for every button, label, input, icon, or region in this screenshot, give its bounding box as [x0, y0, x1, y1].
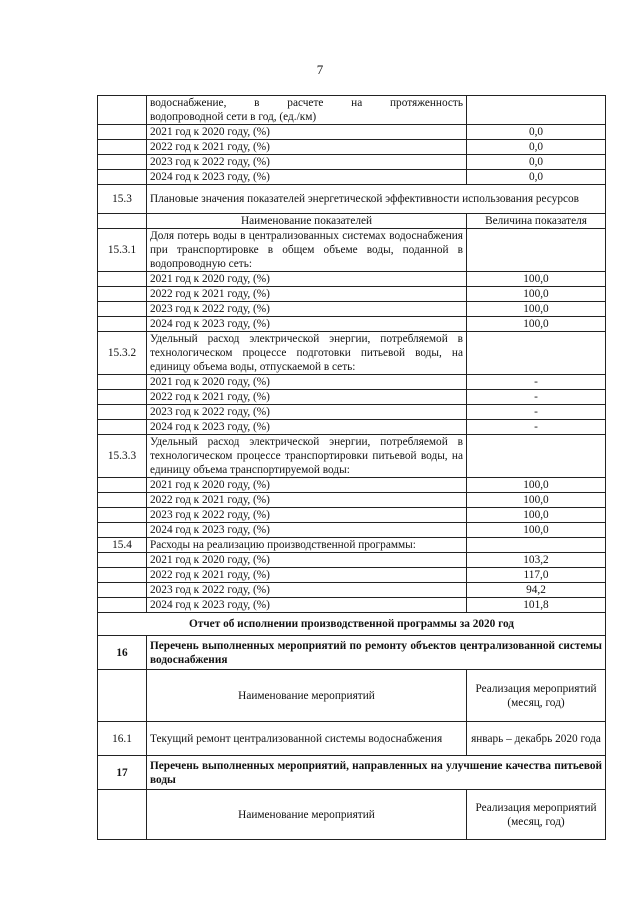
- year-label: 2023 год к 2022 году, (%): [147, 508, 467, 523]
- indicator-value: 0,0: [467, 125, 606, 140]
- year-label: 2023 год к 2022 году, (%): [147, 302, 467, 317]
- table-row: [98, 553, 606, 568]
- table-row: [98, 493, 606, 508]
- indicator-value: 100,0: [467, 523, 606, 538]
- year-label: 2021 год к 2020 году, (%): [147, 553, 467, 568]
- column-header-name: Наименование показателей: [147, 214, 467, 229]
- indicator-value: 100,0: [467, 478, 606, 493]
- indicator-value: 100,0: [467, 302, 606, 317]
- indicator-value: -: [467, 405, 606, 420]
- year-label: 2024 год к 2023 году, (%): [147, 598, 467, 613]
- year-label: 2023 год к 2022 году, (%): [147, 155, 467, 170]
- table-row: [98, 390, 606, 405]
- indicator-value: -: [467, 420, 606, 435]
- indicator-value: 94,2: [467, 583, 606, 598]
- section-number: 15.4: [98, 538, 147, 553]
- indicator-text: Удельный расход электрической энергии, потребляемой в технологическом процессе транспортировки питьевой воды, на единицу объема транспортируемой воды:: [147, 435, 467, 478]
- table-row: [98, 287, 606, 302]
- table-row: [98, 756, 606, 790]
- year-label: 2023 год к 2022 году, (%): [147, 583, 467, 598]
- year-label: 2022 год к 2021 году, (%): [147, 287, 467, 302]
- table-row: [98, 636, 606, 670]
- section-title: Перечень выполненных мероприятий, направленных на улучшение качества питьевой воды: [147, 756, 606, 790]
- section-title: Плановые значения показателей энергетической эффективности использования ресурсов: [147, 185, 606, 214]
- indicator-value: 103,2: [467, 553, 606, 568]
- table-row: [98, 332, 606, 375]
- table-row: [98, 722, 606, 756]
- table-row: [98, 420, 606, 435]
- table-row: [98, 302, 606, 317]
- table-row: [98, 272, 606, 287]
- table-row: [98, 523, 606, 538]
- table-row: [98, 598, 606, 613]
- indicator-value: 100,0: [467, 287, 606, 302]
- column-header-name: Наименование мероприятий: [147, 670, 467, 722]
- year-label: 2024 год к 2023 году, (%): [147, 317, 467, 332]
- page-number: 7: [316, 62, 324, 77]
- report-heading: Отчет об исполнении производственной программы за 2020 год: [98, 613, 606, 636]
- year-label: 2021 год к 2020 году, (%): [147, 478, 467, 493]
- year-label: 2021 год к 2020 году, (%): [147, 272, 467, 287]
- column-header-value: Реализация мероприятий (месяц, год): [467, 790, 606, 840]
- indicator-text: Удельный расход электрической энергии, потребляемой в технологическом процессе подготовки питьевой воды, на единицу объема воды, отпускаемой в сеть:: [147, 332, 467, 375]
- table-row: [98, 583, 606, 598]
- indicator-value: -: [467, 375, 606, 390]
- column-header-value: Величина показателя: [467, 214, 606, 229]
- table-row: [98, 613, 606, 636]
- indicator-value: 101,8: [467, 598, 606, 613]
- indicator-value: 100,0: [467, 493, 606, 508]
- section-number: 16.1: [98, 722, 147, 756]
- column-header-value: Реализация мероприятий (месяц, год): [467, 670, 606, 722]
- indicator-value: 100,0: [467, 317, 606, 332]
- indicator-value: 0,0: [467, 155, 606, 170]
- table-row: [98, 538, 606, 553]
- table-row: [98, 125, 606, 140]
- year-label: 2024 год к 2023 году, (%): [147, 170, 467, 185]
- table-row: [98, 790, 606, 840]
- indicator-value: 0,0: [467, 140, 606, 155]
- indicator-text: водопроводной сети в год, (ед./км): [150, 111, 317, 123]
- table-row: [98, 214, 606, 229]
- column-header-name: Наименование мероприятий: [147, 790, 467, 840]
- table-row: [98, 155, 606, 170]
- indicator-value: 117,0: [467, 568, 606, 583]
- year-label: 2023 год к 2022 году, (%): [147, 405, 467, 420]
- year-label: 2022 год к 2021 году, (%): [147, 568, 467, 583]
- table-row: [98, 478, 606, 493]
- section-number: 15.3.3: [98, 435, 147, 478]
- table-row: [98, 568, 606, 583]
- section-number: 15.3: [98, 185, 147, 214]
- table-row: [98, 229, 606, 272]
- section-number: 15.3.2: [98, 332, 147, 375]
- indicator-text: Расходы на реализацию производственной программы:: [147, 538, 467, 553]
- section-title: Перечень выполненных мероприятий по ремонту объектов централизованной системы водоснабжения: [147, 636, 606, 670]
- table-row: [98, 317, 606, 332]
- table-row: [98, 405, 606, 420]
- year-label: 2024 год к 2023 году, (%): [147, 523, 467, 538]
- table-row: [98, 96, 606, 125]
- measure-name: Текущий ремонт централизованной системы водоснабжения: [147, 722, 467, 756]
- table-row: [98, 185, 606, 214]
- year-label: 2024 год к 2023 году, (%): [147, 420, 467, 435]
- year-label: 2022 год к 2021 году, (%): [147, 493, 467, 508]
- section-number: 15.3.1: [98, 229, 147, 272]
- indicator-value: 100,0: [467, 272, 606, 287]
- indicator-text: водоснабжение, в расчете на протяженность: [150, 97, 463, 109]
- year-label: 2021 год к 2020 году, (%): [147, 375, 467, 390]
- program-table: [97, 95, 606, 840]
- table-row: [98, 170, 606, 185]
- year-label: 2022 год к 2021 году, (%): [147, 140, 467, 155]
- section-number: 16: [98, 636, 147, 670]
- table-row: [98, 670, 606, 722]
- table-row: [98, 435, 606, 478]
- section-number: 17: [98, 756, 147, 790]
- indicator-value: 0,0: [467, 170, 606, 185]
- table-row: [98, 508, 606, 523]
- indicator-value: 100,0: [467, 508, 606, 523]
- table-row: [98, 375, 606, 390]
- indicator-text: Доля потерь воды в централизованных системах водоснабжения при транспортировке в общем объеме воды, поданной в водопроводную сеть:: [147, 229, 467, 272]
- measure-period: январь – декабрь 2020 года: [467, 722, 606, 756]
- year-label: 2022 год к 2021 году, (%): [147, 390, 467, 405]
- year-label: 2021 год к 2020 году, (%): [147, 125, 467, 140]
- indicator-value: -: [467, 390, 606, 405]
- table-row: [98, 140, 606, 155]
